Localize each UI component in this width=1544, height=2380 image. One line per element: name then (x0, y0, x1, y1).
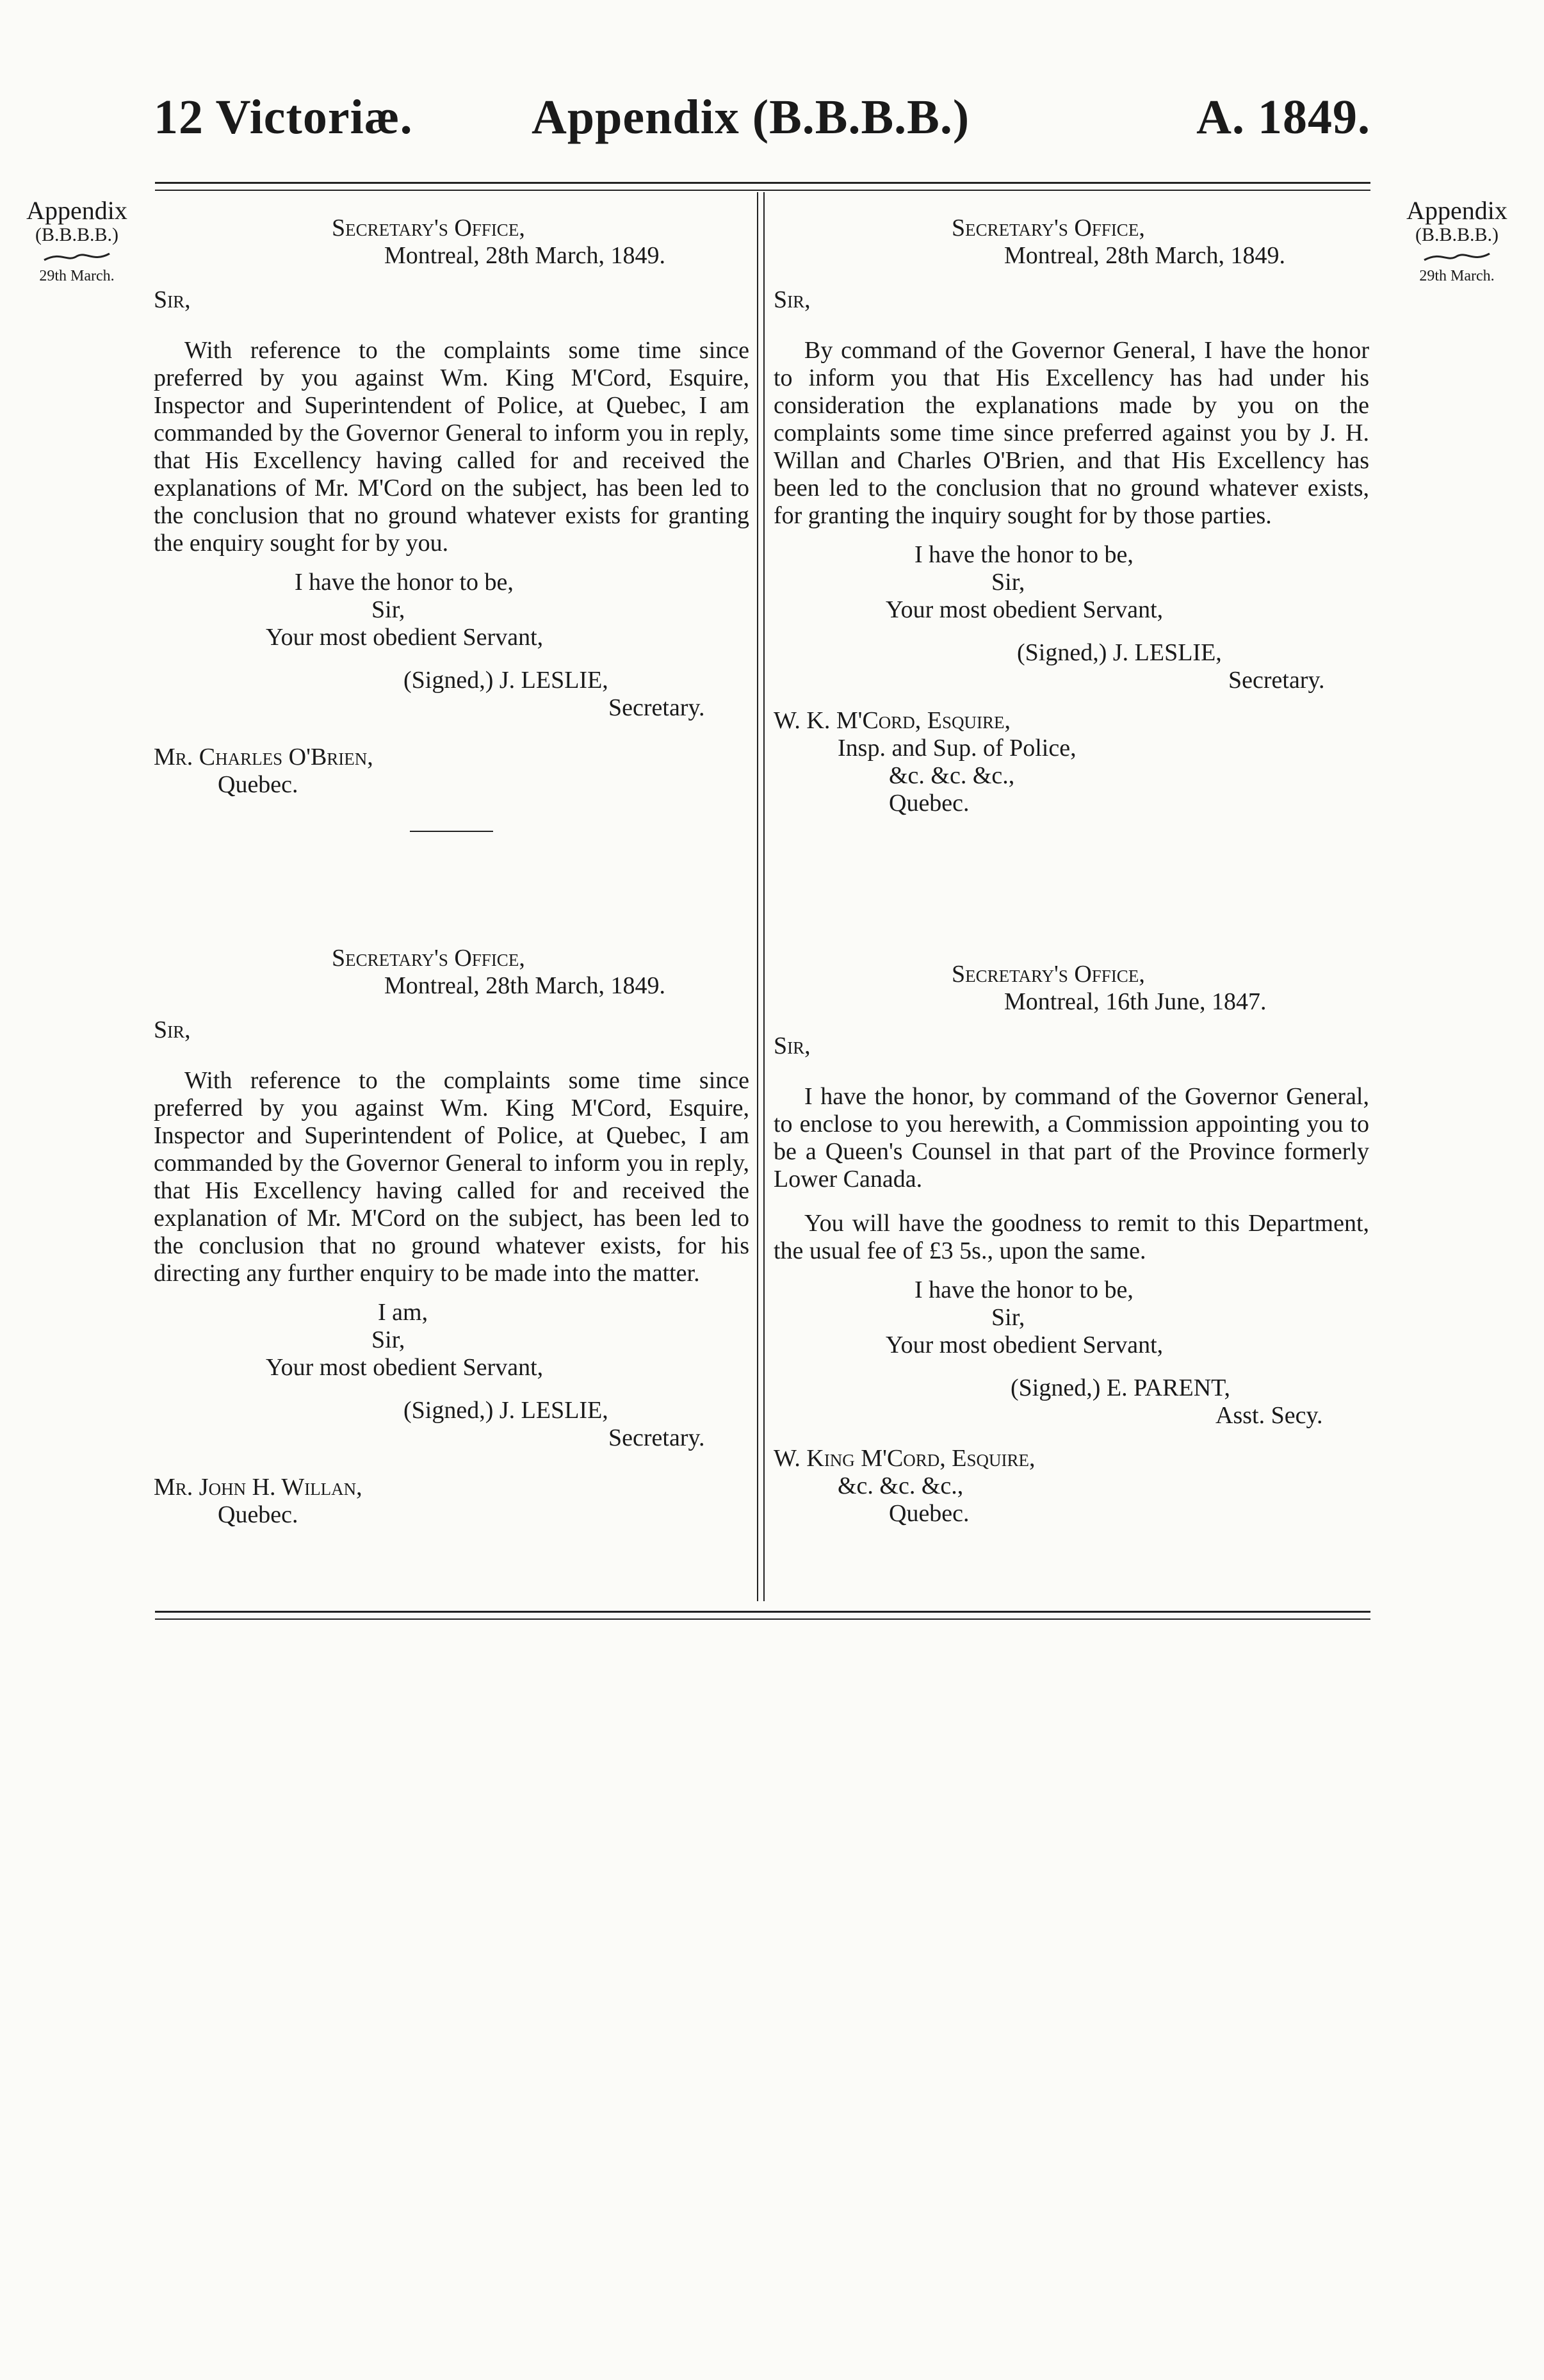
address-line: Insp. and Sup. of Police, (838, 735, 1077, 762)
address-line: W. King M'Cord, Esquire, (774, 1445, 1036, 1472)
letter-signature (774, 1374, 1369, 1430)
letter-closing: I am, (378, 1299, 428, 1326)
letter (774, 961, 1369, 1528)
letter-office: Secretary's Office, (952, 215, 1145, 241)
column-divider (763, 192, 765, 1601)
margin-title: Appendix (26, 196, 127, 225)
letter-address (774, 707, 1369, 817)
header-year: A. 1849. (1196, 90, 1370, 144)
footer-rule-top (155, 1611, 1370, 1613)
margin-code: (B.B.B.B.) (35, 224, 119, 245)
margin-note-left (6, 196, 147, 288)
footer-rule-bottom (155, 1618, 1370, 1620)
letter-salutation: Sir, (774, 286, 811, 313)
address-line: W. K. M'Cord, Esquire, (774, 707, 1011, 734)
address-line: Quebec. (889, 1500, 970, 1527)
address-line: Mr. Charles O'Brien, (154, 744, 373, 770)
letter-closing: Your most obedient Servant, (886, 596, 1164, 623)
signature-name: (Signed,) E. PARENT, (1011, 1374, 1231, 1401)
letter-address (154, 744, 749, 799)
letter-closing: I have the honor to be, (914, 541, 1134, 568)
left-column (154, 215, 749, 1592)
letter-closing: I have the honor to be, (295, 569, 514, 596)
letter-closing: I have the honor to be, (914, 1276, 1134, 1303)
letter-salutation: Sir, (154, 286, 191, 313)
header-session: 12 Victoriæ. (154, 90, 413, 144)
letter-place-date: Montreal, 28th March, 1849. (1004, 242, 1286, 269)
signature-role: Secretary. (608, 1424, 705, 1451)
header-rule-top (155, 182, 1370, 184)
letter-separator (410, 831, 493, 832)
signature-role: Secretary. (608, 694, 705, 721)
address-line: Quebec. (218, 771, 298, 798)
letter-place-date: Montreal, 28th March, 1849. (384, 972, 666, 999)
right-column (774, 215, 1369, 1592)
letter-office: Secretary's Office, (952, 961, 1145, 988)
letter-salutation: Sir, (774, 1032, 811, 1059)
swash-ornament-icon (1422, 250, 1492, 264)
letter-office: Secretary's Office, (332, 945, 525, 972)
swash-ornament-icon (42, 250, 112, 264)
letter-paragraph: With reference to the complaints some time since preferred by you against Wm. King M'Cord, Esquire, Inspector and Superintendent of Police, at Quebec, I am commanded by the Governor General to inform you in reply, that His Excellency having called for and received the explanations of Mr. M'Cord on the subject, has been led to the conclusion that no ground whatever exists for granting the enquiry sought for by you. (154, 337, 749, 557)
signature-name: (Signed,) J. LESLIE, (1017, 639, 1222, 666)
header-appendix: Appendix (B.B.B.B.) (532, 90, 970, 144)
letter-signature (154, 1397, 749, 1452)
letter-closing: Sir, (371, 1326, 405, 1353)
letter-signature (774, 639, 1369, 694)
signature-name: (Signed,) J. LESLIE, (403, 667, 608, 694)
column-divider (757, 192, 758, 1601)
letter-closing: Your most obedient Servant, (266, 624, 544, 651)
letter (774, 215, 1369, 817)
letter-paragraph: You will have the goodness to remit to this Department, the usual fee of £3 5s., upon the same. (774, 1210, 1369, 1264)
letter-closing: Your most obedient Servant, (886, 1332, 1164, 1358)
margin-note-right (1383, 196, 1531, 288)
letter-address (774, 1445, 1369, 1528)
letter-salutation: Sir, (154, 1016, 191, 1043)
margin-date: 29th March. (1419, 268, 1495, 284)
signature-role: Asst. Secy. (1215, 1402, 1323, 1429)
letter-address (154, 1474, 749, 1529)
address-line: Quebec. (218, 1501, 298, 1528)
signature-name: (Signed,) J. LESLIE, (403, 1397, 608, 1424)
margin-title: Appendix (1406, 196, 1507, 225)
letter-paragraph: I have the honor, by command of the Governor General, to enclose to you herewith, a Commission appointing you to be a Queen's Counsel in that part of the Province formerly Lower Canada. (774, 1083, 1369, 1193)
running-header (154, 90, 1370, 160)
address-line: Mr. John H. Willan, (154, 1474, 362, 1501)
letter-place-date: Montreal, 16th June, 1847. (1004, 988, 1267, 1015)
letter-closing: Sir, (991, 1304, 1025, 1331)
signature-role: Secretary. (1228, 667, 1325, 694)
address-line: Quebec. (889, 790, 970, 817)
address-line: &c. &c. &c., (889, 762, 1015, 789)
letter-place-date: Montreal, 28th March, 1849. (384, 242, 666, 269)
letter-office: Secretary's Office, (332, 215, 525, 241)
margin-code: (B.B.B.B.) (1415, 224, 1499, 245)
letter-paragraph: With reference to the complaints some time since preferred by you against Wm. King M'Cord, Esquire, Inspector and Superintendent of Police, at Quebec, I am commanded by the Governor General to inform you in reply, that His Excellency having called for and received the explanation of Mr. M'Cord on the subject, has been led to the conclusion that no ground whatever exists, for his directing any further enquiry to be made into the matter. (154, 1067, 749, 1287)
letter (154, 945, 749, 1529)
letter-signature (154, 667, 749, 722)
letter-closing: Your most obedient Servant, (266, 1354, 544, 1381)
address-line: &c. &c. &c., (838, 1472, 964, 1499)
margin-date: 29th March. (39, 268, 115, 284)
letter (154, 215, 749, 832)
letter-closing: Sir, (991, 569, 1025, 596)
letter-paragraph: By command of the Governor General, I have the honor to inform you that His Excellency has had under his consideration the explanations made by you on the complaints some time since preferred against you by J. H. Willan and Charles O'Brien, and that His Excellency has been led to the conclusion that no ground whatever exists, for granting the inquiry sought for by those parties. (774, 337, 1369, 529)
header-rule-bottom (155, 190, 1370, 191)
letter-closing: Sir, (371, 596, 405, 623)
